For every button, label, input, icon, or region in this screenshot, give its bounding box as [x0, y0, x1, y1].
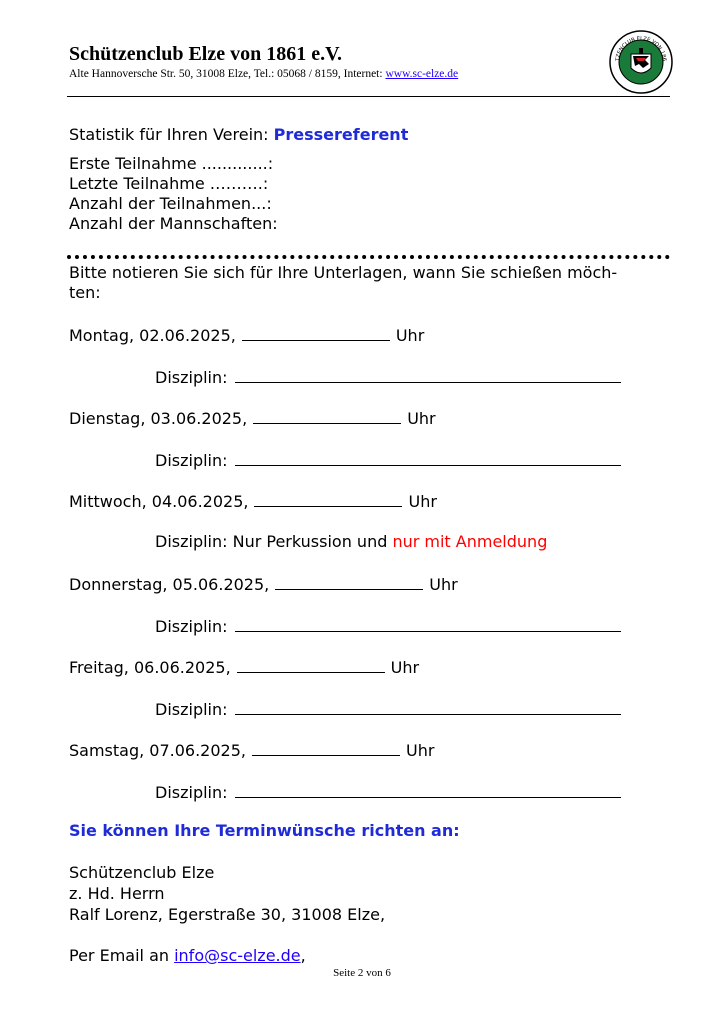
day-label: Mittwoch, 04.06.2025,: [69, 492, 249, 511]
email-link[interactable]: info@sc-elze.de: [174, 946, 301, 965]
website-link[interactable]: www.sc-elze.de: [385, 68, 459, 80]
discipline-row: [155, 366, 627, 388]
time-field[interactable]: [237, 656, 385, 673]
time-field[interactable]: [252, 739, 400, 756]
stats-prefix: Statistik für Ihren Verein:: [69, 125, 274, 144]
dotted-separator: [67, 255, 670, 259]
time-field[interactable]: [254, 490, 402, 507]
discipline-row: [155, 615, 627, 637]
schedule-day-row: [69, 324, 424, 346]
uhr-label: Uhr: [405, 741, 435, 760]
discipline-field[interactable]: [235, 698, 621, 715]
discipline-label: Disziplin:: [155, 532, 233, 551]
schedule-day-row: [69, 407, 436, 429]
club-address-line: [69, 67, 458, 81]
club-address: Alte Hannoversche Str. 50, 31008 Elze, Tel.: 05068 / 8159, Internet:: [69, 68, 386, 80]
uhr-label: Uhr: [408, 492, 437, 511]
stat-team-count: Anzahl der Mannschaften:: [69, 214, 278, 233]
schedule-day-row: [69, 573, 458, 595]
registration-note: nur mit Anmeldung: [392, 532, 548, 551]
header-divider: [67, 96, 670, 97]
club-name: Pressereferent: [273, 125, 409, 144]
uhr-label: Uhr: [390, 658, 420, 677]
contact-address: Ralf Lorenz, Egerstraße 30, 31008 Elze,: [69, 905, 386, 924]
uhr-label: Uhr: [395, 326, 425, 345]
discipline-label: Disziplin:: [155, 783, 233, 802]
day-label: Samstag, 07.06.2025,: [69, 741, 246, 760]
discipline-label: Disziplin:: [155, 368, 233, 387]
stat-participation-count: Anzahl der Teilnahmen...:: [69, 194, 272, 213]
discipline-field[interactable]: [235, 615, 621, 632]
schedule-day-row: [69, 656, 419, 678]
time-field[interactable]: [242, 324, 390, 341]
discipline-text: Nur Perkussion und: [232, 532, 393, 551]
club-title: Schützenclub Elze von 1861 e.V.: [69, 43, 342, 65]
logo-ring-text: TZENCLUB ELZE VON 186: [614, 35, 668, 62]
discipline-field[interactable]: [235, 366, 621, 383]
club-logo: [609, 30, 673, 94]
contact-heading: Sie können Ihre Terminwünsche richten an:: [69, 821, 460, 840]
schedule-day-row: [69, 739, 434, 761]
day-label: Dienstag, 03.06.2025,: [69, 409, 248, 428]
discipline-row: [155, 532, 547, 552]
instructions-line-1: Bitte notieren Sie sich für Ihre Unterlagen, wann Sie schießen möch-: [69, 263, 618, 282]
discipline-field[interactable]: [235, 449, 621, 466]
schedule-day-row: [69, 490, 437, 512]
day-label: Montag, 02.06.2025,: [69, 326, 236, 345]
day-label: Donnerstag, 05.06.2025,: [69, 575, 270, 594]
email-prefix: Per Email an: [69, 946, 175, 965]
discipline-row: [155, 781, 627, 803]
contact-club: Schützenclub Elze: [69, 863, 215, 882]
day-label: Freitag, 06.06.2025,: [69, 658, 231, 677]
discipline-field[interactable]: [235, 781, 621, 798]
discipline-row: [155, 698, 627, 720]
discipline-label: Disziplin:: [155, 700, 233, 719]
time-field[interactable]: [253, 407, 401, 424]
discipline-label: Disziplin:: [155, 617, 233, 636]
stat-first-participation: Erste Teilnahme .............:: [69, 154, 274, 173]
contact-attention: z. Hd. Herrn: [69, 884, 165, 903]
uhr-label: Uhr: [407, 409, 436, 428]
time-field[interactable]: [275, 573, 423, 590]
discipline-row: [155, 449, 627, 471]
instructions-line-2: ten:: [69, 283, 101, 302]
stats-heading: [69, 125, 408, 145]
email-suffix: ,: [300, 946, 306, 965]
discipline-label: Disziplin:: [155, 451, 233, 470]
contact-email-line: [69, 946, 306, 966]
uhr-label: Uhr: [429, 575, 458, 594]
page-number: Seite 2 von 6: [333, 967, 391, 979]
stat-last-participation: Letzte Teilnahme ……….:: [69, 174, 269, 193]
